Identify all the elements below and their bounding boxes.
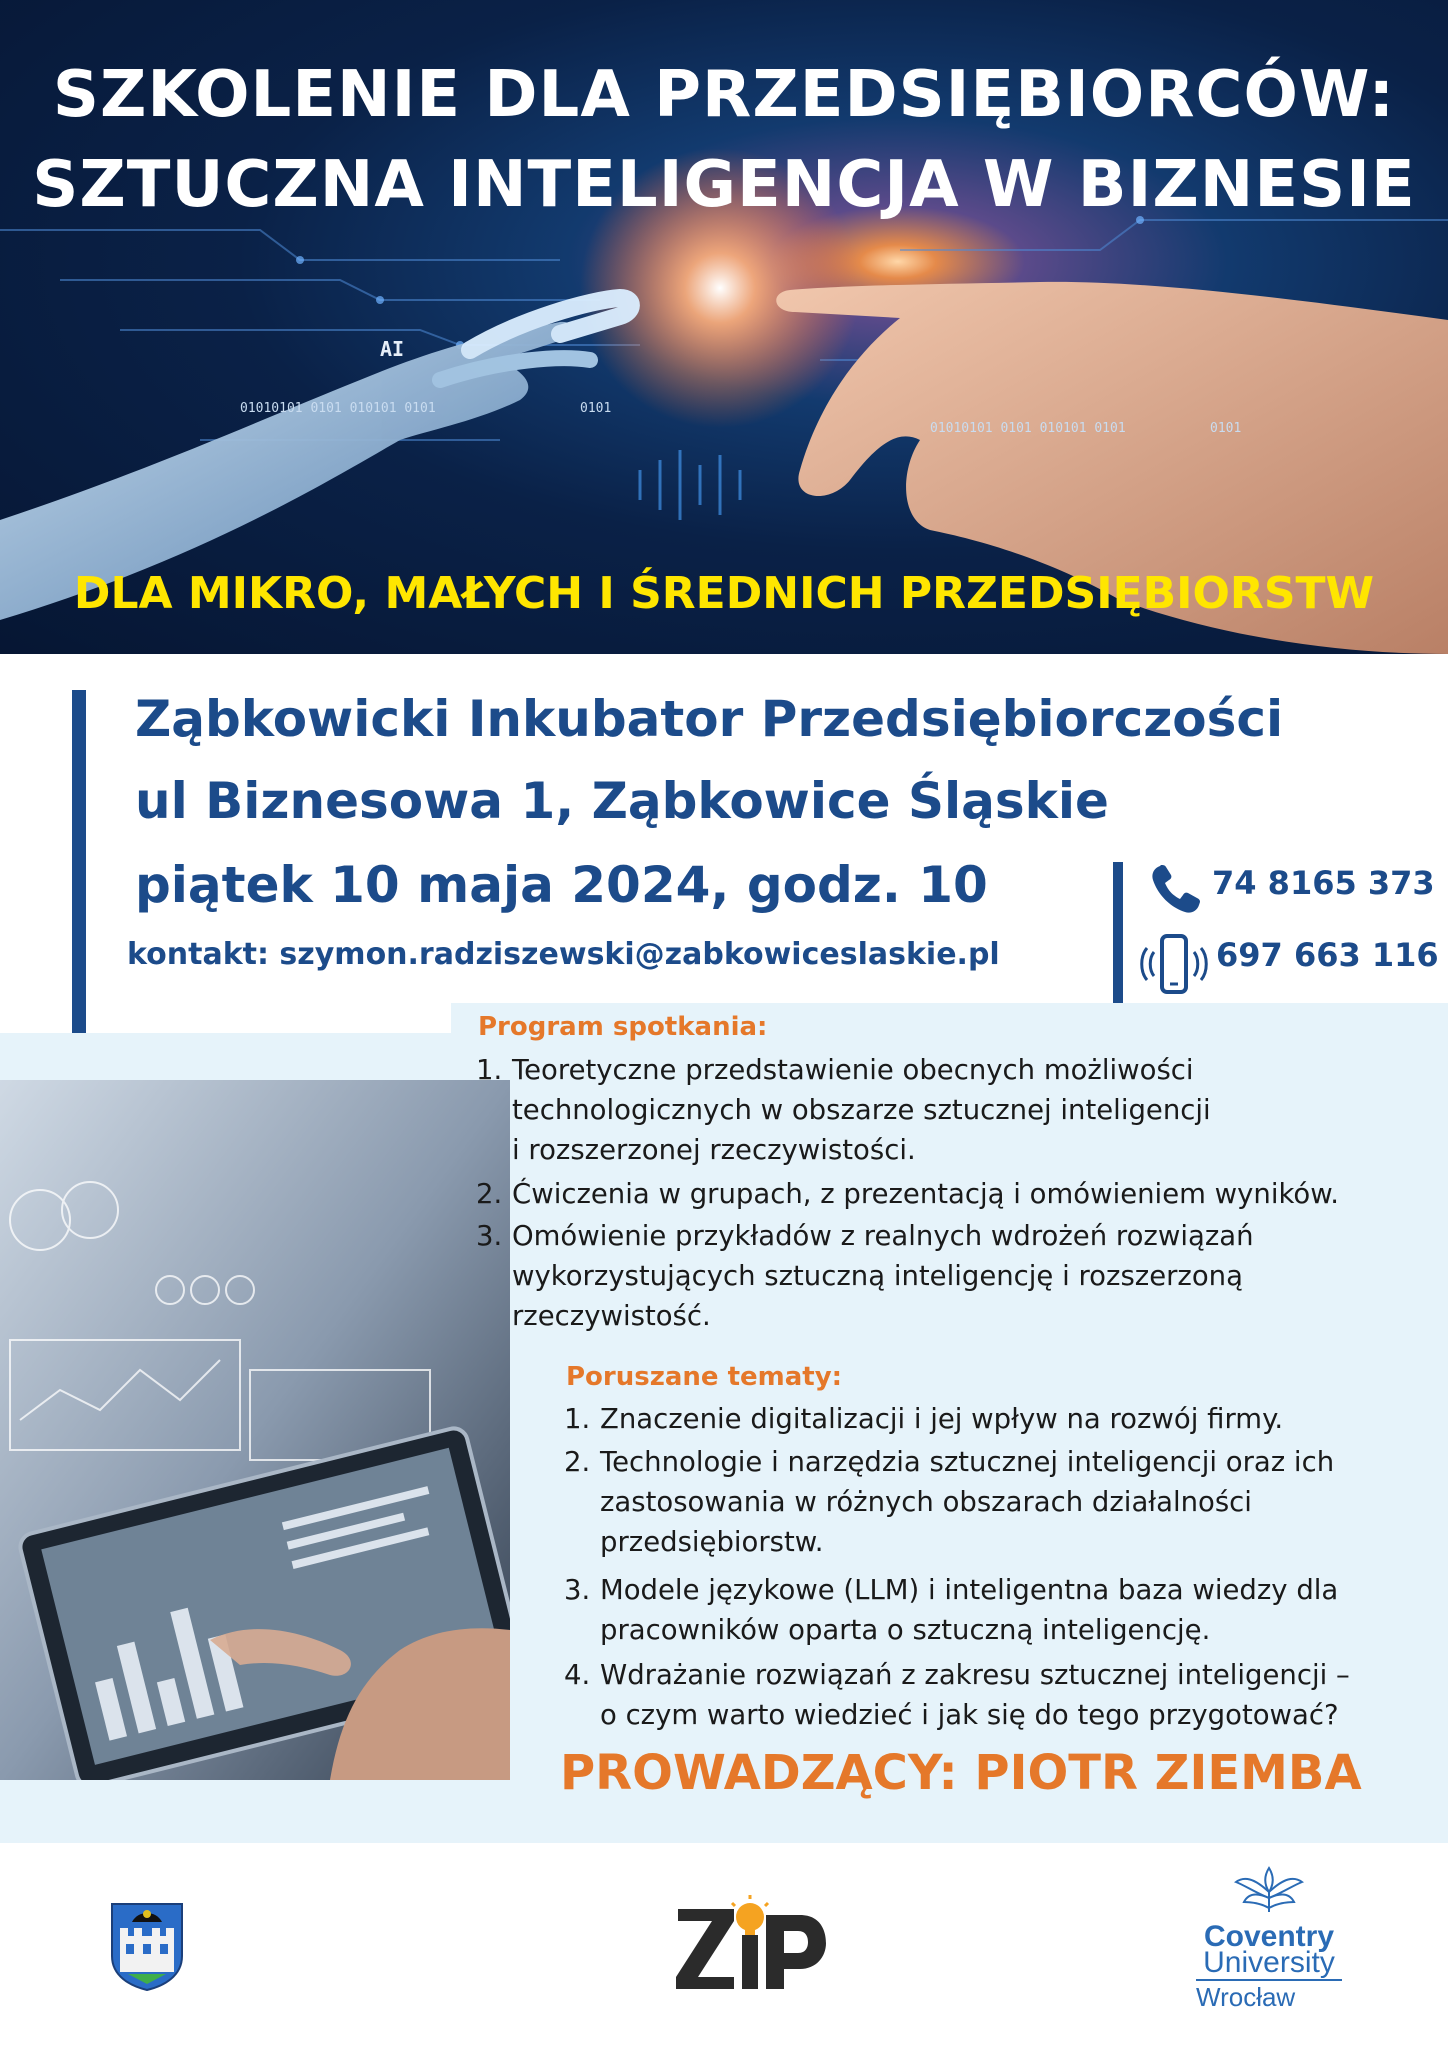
topic-item-1: [564, 1399, 1284, 1439]
program-item-2: [476, 1174, 1339, 1214]
list-line: rzeczywistość.: [512, 1300, 711, 1332]
list-line: Wdrażanie rozwiązań z zakresu sztucznej inteligencji –: [600, 1659, 1350, 1691]
zip-logo: [672, 1895, 832, 1995]
list-line: zastosowania w różnych obszarach działalności: [600, 1486, 1252, 1518]
svg-text:0101: 0101: [1210, 421, 1242, 436]
tablet-illustration: [0, 1080, 510, 1780]
hero-banner: [0, 0, 1448, 654]
contact-email[interactable]: kontakt: szymon.radziszewski@zabkowiceslaskie.pl: [127, 937, 1000, 972]
topic-item-2: [564, 1442, 1335, 1562]
organizer-name: Ząbkowicki Inkubator Przedsiębiorczości: [135, 690, 1284, 748]
list-number: 3.: [564, 1574, 591, 1606]
phone-icon: [1148, 862, 1204, 916]
event-datetime: piątek 10 maja 2024, godz. 10: [135, 856, 988, 914]
svg-text:Wrocław: Wrocław: [1196, 1982, 1296, 2012]
phone-landline[interactable]: 74 8165 373: [1212, 864, 1435, 902]
program-heading: Program spotkania:: [478, 1012, 768, 1042]
coventry-university-logo: [1184, 1862, 1354, 2012]
svg-text:AI: AI: [380, 337, 405, 361]
program-item-3: [476, 1216, 1254, 1336]
trainer-name: PROWADZĄCY: PIOTR ZIEMBA: [560, 1745, 1362, 1801]
list-line: Ćwiczenia w grupach, z prezentacją i omówieniem wyników.: [512, 1178, 1339, 1210]
mobile-phone-icon: [1138, 932, 1210, 998]
title-line-2: SZTUCZNA INTELIGENCJA W BIZNESIE: [32, 148, 1416, 222]
accent-bar-contact: [1113, 862, 1123, 1004]
phone-mobile[interactable]: 697 663 116: [1216, 936, 1439, 974]
svg-text:Coventry: Coventry: [1203, 1920, 1335, 1953]
svg-text:0101: 0101: [580, 401, 612, 416]
svg-text:University: University: [1203, 1946, 1335, 1979]
subtitle: DLA MIKRO, MAŁYCH I ŚREDNICH PRZEDSIĘBIORSTW: [73, 568, 1375, 619]
list-line: przedsiębiorstw.: [600, 1526, 824, 1558]
list-line: i rozszerzonej rzeczywistości.: [512, 1134, 916, 1166]
list-line: o czym warto wiedzieć i jak się do tego przygotować?: [600, 1699, 1339, 1731]
svg-text:01010101 0101 010101 0101: 01010101 0101 010101 0101: [240, 401, 436, 416]
topic-item-4: [564, 1655, 1350, 1735]
list-line: wykorzystujących sztuczną inteligencję i rozszerzoną: [512, 1260, 1243, 1292]
topics-heading: Poruszane tematy:: [566, 1362, 843, 1392]
svg-text:01010101 0101 010101 0101: 01010101 0101 010101 0101: [930, 421, 1126, 436]
event-address: ul Biznesowa 1, Ząbkowice Śląskie: [135, 772, 1109, 830]
list-line: Teoretyczne przedstawienie obecnych możliwości: [512, 1054, 1194, 1086]
program-item-1: [476, 1050, 1211, 1170]
list-line: pracowników oparta o sztuczną inteligencję.: [600, 1614, 1211, 1646]
topic-item-3: [564, 1570, 1339, 1650]
list-number: 3.: [476, 1220, 503, 1252]
list-line: Modele językowe (LLM) i inteligentna baza wiedzy dla: [600, 1574, 1339, 1606]
list-line: technologicznych w obszarze sztucznej inteligencji: [512, 1094, 1211, 1126]
list-line: Technologie i narzędzia sztucznej inteligencji oraz ich: [600, 1446, 1335, 1478]
accent-bar-left: [72, 690, 86, 1035]
list-number: 4.: [564, 1659, 591, 1691]
city-coat-of-arms-logo: [108, 1900, 186, 1992]
list-number: 2.: [564, 1446, 591, 1478]
list-number: 2.: [476, 1178, 503, 1210]
title-line-1: SZKOLENIE DLA PRZEDSIĘBIORCÓW:: [52, 58, 1396, 132]
list-number: 1.: [564, 1403, 591, 1435]
list-line: Znaczenie digitalizacji i jej wpływ na rozwój firmy.: [600, 1403, 1284, 1435]
list-number: 1.: [476, 1054, 503, 1086]
list-line: Omówienie przykładów z realnych wdrożeń rozwiązań: [512, 1220, 1254, 1252]
